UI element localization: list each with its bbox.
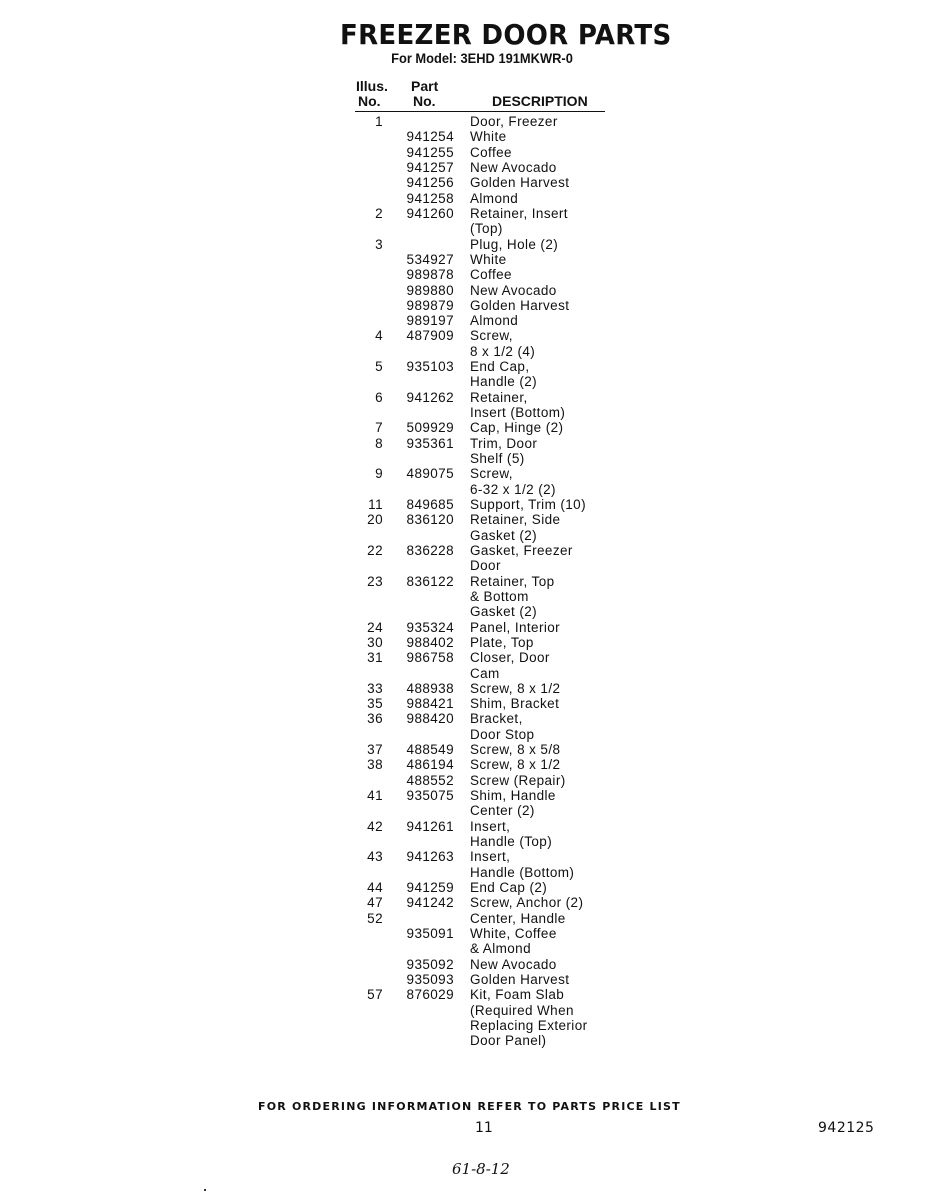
description: & Bottom: [470, 588, 529, 604]
table-row: [0, 512, 945, 527]
illus-number: 38: [367, 757, 383, 773]
table-row: [0, 313, 945, 328]
part-number: 935093: [406, 971, 454, 987]
part-number: 509929: [406, 420, 454, 436]
table-row: [0, 635, 945, 650]
description: Insert,: [470, 818, 511, 834]
illus-number: 23: [367, 573, 383, 589]
table-row: [0, 206, 945, 221]
table-row: [0, 941, 945, 956]
table-row: [0, 252, 945, 267]
scan-speck: [204, 1189, 206, 1191]
illus-number: 44: [367, 880, 383, 895]
illus-number: 20: [367, 512, 383, 528]
part-number: 935103: [406, 359, 454, 375]
document-number: 942125: [818, 1120, 875, 1136]
description: Screw,: [470, 466, 513, 482]
table-row: [0, 727, 945, 742]
page-title: FREEZER DOOR PARTS: [340, 18, 672, 51]
part-number: 986758: [406, 650, 454, 666]
description: Handle (2): [470, 374, 538, 390]
description: Retainer, Side: [470, 512, 561, 528]
description: Screw, Anchor (2): [470, 895, 584, 911]
part-number: 941261: [406, 818, 454, 834]
part-number: 486194: [406, 757, 454, 773]
description: End Cap,: [470, 359, 530, 375]
table-row: [0, 666, 945, 681]
header-description: DESCRIPTION: [492, 93, 588, 109]
illus-number: 8: [375, 435, 383, 451]
description: Bracket,: [470, 711, 523, 727]
table-row: [0, 497, 945, 512]
illus-number: 11: [368, 497, 383, 512]
illus-number: 3: [375, 236, 383, 252]
description: & Almond: [470, 941, 531, 957]
description: Kit, Foam Slab: [470, 987, 565, 1003]
part-number: 487909: [406, 328, 454, 344]
part-number: 988420: [406, 711, 454, 727]
description: Door Stop: [470, 726, 535, 742]
illus-number: 42: [367, 818, 383, 834]
description: Retainer, Top: [470, 573, 555, 589]
header-rule: [355, 111, 605, 112]
illus-number: 35: [367, 696, 383, 712]
table-row: [0, 865, 945, 880]
description: New Avocado: [470, 956, 557, 972]
handwritten-note: 61-8-12: [452, 1160, 510, 1178]
table-row: [0, 604, 945, 619]
description: Handle (Bottom): [470, 864, 575, 880]
description: Gasket (2): [470, 604, 538, 620]
illus-number: 5: [375, 359, 383, 375]
part-number: 836122: [406, 573, 454, 589]
table-row: [0, 803, 945, 818]
table-row: [0, 1033, 945, 1048]
table-row: [0, 834, 945, 849]
description: Screw, 8 x 1/2: [470, 680, 561, 696]
part-number: 988402: [406, 634, 454, 650]
table-row: [0, 849, 945, 864]
illus-number: 9: [375, 466, 383, 482]
description: 6-32 x 1/2 (2): [470, 481, 556, 497]
table-row: [0, 267, 945, 282]
description: Almond: [470, 190, 519, 206]
table-row: [0, 742, 945, 757]
part-number: 941262: [406, 389, 454, 405]
part-number: 935092: [406, 956, 454, 972]
description: (Required When: [470, 1002, 574, 1018]
table-row: [0, 390, 945, 405]
table-row: [0, 374, 945, 389]
description: Replacing Exterior: [470, 1017, 588, 1033]
part-number: 941260: [406, 205, 454, 221]
description: New Avocado: [470, 282, 557, 298]
description: Door, Freezer: [470, 114, 558, 129]
part-number: 989880: [406, 282, 454, 298]
part-number: 941256: [406, 175, 454, 191]
illus-number: 6: [375, 389, 383, 405]
description: Closer, Door: [470, 650, 550, 666]
table-row: [0, 191, 945, 206]
description: Center (2): [470, 803, 535, 819]
description: End Cap (2): [470, 880, 548, 895]
part-number: 935075: [406, 788, 454, 804]
illus-number: 37: [367, 742, 383, 758]
table-row: [0, 543, 945, 558]
description: Gasket (2): [470, 527, 538, 543]
table-row: [0, 528, 945, 543]
table-row: [0, 1003, 945, 1018]
description: Cap, Hinge (2): [470, 420, 564, 436]
part-number: 989878: [406, 267, 454, 283]
table-row: [0, 221, 945, 236]
table-row: [0, 1018, 945, 1033]
part-number: 489075: [406, 466, 454, 482]
part-number: 849685: [406, 497, 454, 512]
part-number: 941257: [406, 159, 454, 175]
description: Retainer,: [470, 389, 528, 405]
description: Coffee: [470, 267, 512, 283]
table-row: [0, 558, 945, 573]
description: Screw,: [470, 328, 513, 344]
table-row: [0, 957, 945, 972]
description: Cam: [470, 665, 500, 681]
table-row: [0, 283, 945, 298]
part-number: 488552: [406, 772, 454, 788]
part-number: 935361: [406, 435, 454, 451]
part-number: 941259: [406, 880, 454, 895]
description: White: [470, 251, 507, 267]
table-row: [0, 972, 945, 987]
illus-number: 30: [367, 634, 383, 650]
table-row: [0, 987, 945, 1002]
illus-number: 4: [375, 328, 383, 344]
description: Screw (Repair): [470, 772, 566, 788]
table-row: [0, 298, 945, 313]
description: 8 x 1/2 (4): [470, 343, 536, 359]
table-row: [0, 681, 945, 696]
part-number: 941242: [406, 895, 454, 911]
description: Screw, 8 x 5/8: [470, 742, 561, 758]
description: New Avocado: [470, 159, 557, 175]
description: Handle (Top): [470, 834, 553, 850]
description: Shim, Bracket: [470, 696, 560, 712]
part-number: 941254: [406, 129, 454, 145]
table-row: [0, 589, 945, 604]
description: Golden Harvest: [470, 175, 570, 191]
header-illus-line1: Illus.: [356, 78, 388, 94]
table-row: [0, 757, 945, 772]
description: Screw, 8 x 1/2: [470, 757, 561, 773]
table-row: [0, 436, 945, 451]
illus-number: 33: [367, 680, 383, 696]
description: Insert,: [470, 849, 511, 865]
illus-number: 7: [375, 420, 383, 436]
illus-number: 41: [367, 788, 383, 804]
part-number: 989197: [406, 313, 454, 329]
table-row: [0, 114, 945, 129]
description: White, Coffee: [470, 925, 557, 941]
part-number: 836120: [406, 512, 454, 528]
table-row: [0, 451, 945, 466]
header-illus-line2: No.: [358, 93, 381, 109]
table-row: [0, 129, 945, 144]
illus-number: 24: [367, 619, 383, 635]
table-row: [0, 773, 945, 788]
illus-number: 2: [375, 205, 383, 221]
description: Insert (Bottom): [470, 405, 566, 421]
description: White: [470, 129, 507, 145]
description: Plate, Top: [470, 634, 534, 650]
part-number: 534927: [406, 251, 454, 267]
part-number: 941263: [406, 849, 454, 865]
description: Retainer, Insert: [470, 205, 568, 221]
header-part-line2: No.: [413, 93, 436, 109]
table-row: [0, 911, 945, 926]
table-row: [0, 895, 945, 910]
table-row: [0, 405, 945, 420]
description: Shelf (5): [470, 451, 525, 467]
illus-number: 36: [367, 711, 383, 727]
table-row: [0, 711, 945, 726]
description: Golden Harvest: [470, 971, 570, 987]
part-number: 988421: [406, 696, 454, 712]
table-row: [0, 574, 945, 589]
table-row: [0, 466, 945, 481]
description: Panel, Interior: [470, 619, 561, 635]
table-row: [0, 328, 945, 343]
table-row: [0, 926, 945, 941]
part-number: 836228: [406, 542, 454, 558]
part-number: 941258: [406, 190, 454, 206]
part-number: 941255: [406, 144, 454, 160]
illus-number: 43: [367, 849, 383, 865]
table-row: [0, 620, 945, 635]
table-row: [0, 160, 945, 175]
table-row: [0, 880, 945, 895]
description: Coffee: [470, 144, 512, 160]
table-row: [0, 788, 945, 803]
description: Trim, Door: [470, 435, 538, 451]
description: Golden Harvest: [470, 297, 570, 313]
illus-number: 22: [367, 542, 383, 558]
description: Center, Handle: [470, 910, 566, 926]
table-row: [0, 344, 945, 359]
description: Almond: [470, 313, 519, 329]
part-number: 989879: [406, 297, 454, 313]
table-row: [0, 420, 945, 435]
table-row: [0, 696, 945, 711]
table-row: [0, 819, 945, 834]
model-number: For Model: 3EHD 191MKWR-0: [391, 50, 573, 66]
illus-number: 52: [367, 910, 383, 926]
part-number: 488549: [406, 742, 454, 758]
illus-number: 57: [367, 987, 383, 1003]
illus-number: 47: [367, 895, 383, 911]
table-row: [0, 175, 945, 190]
description: Plug, Hole (2): [470, 236, 559, 252]
part-number: 935324: [406, 619, 454, 635]
table-row: [0, 145, 945, 160]
description: Shim, Handle: [470, 788, 556, 804]
table-row: [0, 237, 945, 252]
description: Door Panel): [470, 1033, 547, 1049]
part-number: 935091: [406, 925, 454, 941]
description: Support, Trim (10): [470, 497, 586, 512]
part-number: 876029: [406, 987, 454, 1003]
ordering-info-footer: FOR ORDERING INFORMATION REFER TO PARTS PRICE LIST: [258, 1100, 681, 1113]
description: Gasket, Freezer: [470, 542, 573, 558]
table-row: [0, 482, 945, 497]
page-number: 11: [475, 1120, 493, 1136]
header-part-line1: Part: [411, 78, 439, 94]
part-number: 488938: [406, 680, 454, 696]
table-row: [0, 650, 945, 665]
table-row: [0, 359, 945, 374]
description: (Top): [470, 221, 503, 237]
illus-number: 1: [375, 114, 383, 129]
illus-number: 31: [367, 650, 383, 666]
description: Door: [470, 558, 501, 574]
